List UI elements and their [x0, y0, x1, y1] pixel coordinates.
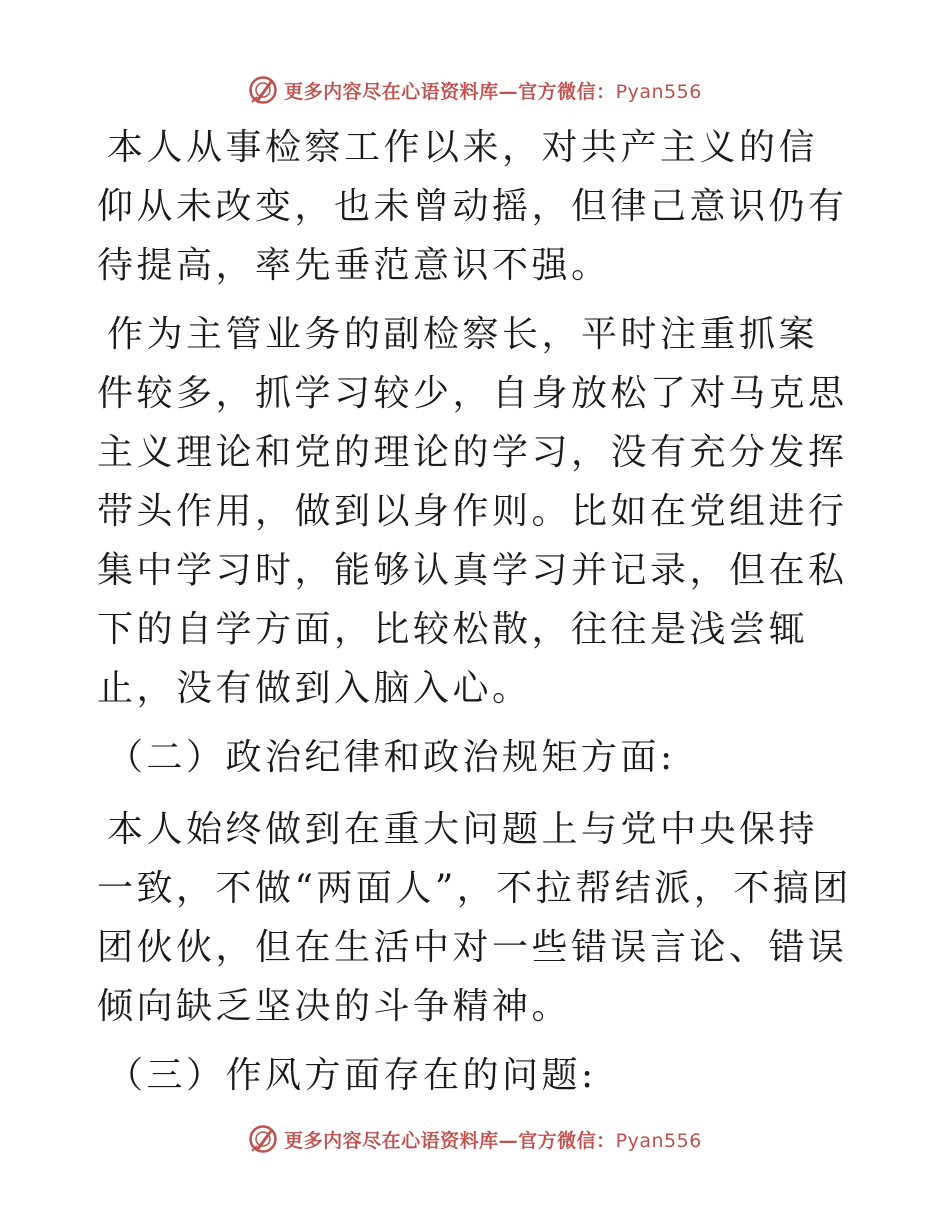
- section-heading-3: （三）作风方面存在的问题:: [107, 1055, 597, 1096]
- watermark-header: [0, 70, 950, 110]
- paragraph-2: 作为主管业务的副检察长，平时注重抓案件较多，抓学习较少，自身放松了对马克思主义理论和党的理论的学习，没有充分发挥带头作用，做到以身作则。比如在党组进行集中学习时，能够认真学习并记录，但在私下的自学方面，比较松散，往往是浅尝辄止，没有做到入脑入心。: [97, 314, 848, 709]
- watermark-footer: [0, 1119, 950, 1159]
- document-body: [97, 118, 857, 1118]
- section-heading-2: （二）政治纪律和政治规矩方面:: [107, 737, 676, 778]
- paragraph-1: 本人从事检察工作以来，对共产主义的信仰从未改变，也未曾动摇，但律己意识仍有待提高，率先垂范意识不强。: [97, 127, 848, 286]
- watermark-text: 更多内容尽在心语资料库—官方微信：Pyan556: [284, 1129, 702, 1152]
- quill-circle-logo-icon: [248, 75, 278, 105]
- watermark-text: 更多内容尽在心语资料库—官方微信：Pyan556: [284, 80, 702, 103]
- quill-circle-logo-icon: [248, 1124, 278, 1154]
- paragraph-3: 本人始终做到在重大问题上与党中央保持一致，不做“两面人”，不拉帮结派，不搞团团伙伙，但在生活中对一些错误言论、错误倾向缺乏坚决的斗争精神。: [97, 809, 852, 1027]
